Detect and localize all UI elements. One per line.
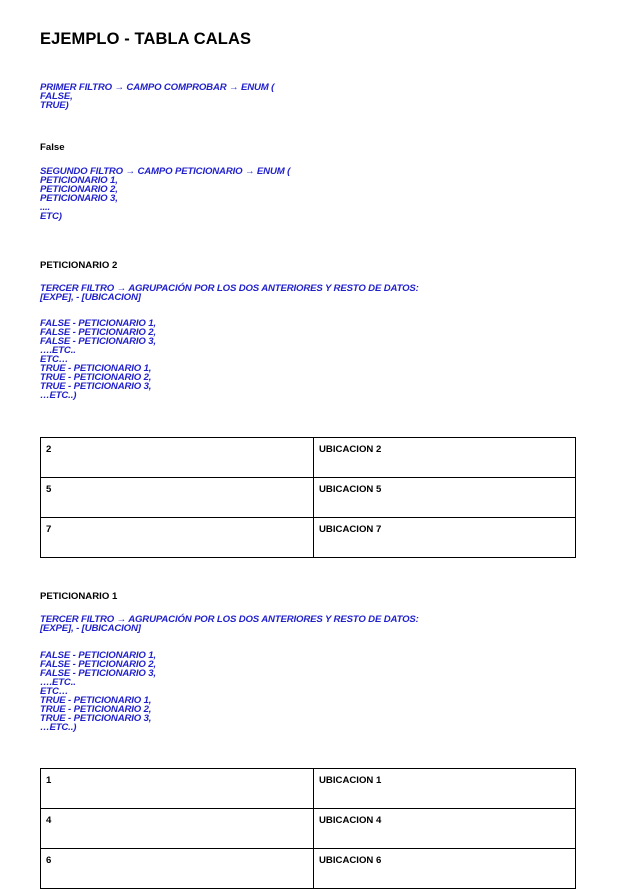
- table-cell-ubicacion: UBICACION 7: [314, 518, 576, 558]
- table-cell-expe: 6: [41, 849, 314, 889]
- page-title: EJEMPLO - TABLA CALAS: [40, 30, 252, 48]
- primer-valor: False: [40, 142, 65, 153]
- table-row: [41, 809, 576, 849]
- section-heading: PETICIONARIO 2: [40, 260, 118, 271]
- table-row: [41, 769, 576, 809]
- filter-options-list: FALSE - PETICIONARIO 1, FALSE - PETICIONARIO 2, FALSE - PETICIONARIO 3, ….ETC.. ETC… TRUE - PETICIONARIO 1, TRUE - PETICIONARIO 2, TRUE - PETICIONARIO 3, …ETC..): [40, 318, 156, 401]
- table-cell-expe: 1: [41, 769, 314, 809]
- table-cell-ubicacion: UBICACION 6: [314, 849, 576, 889]
- table-cell-expe: 5: [41, 478, 314, 518]
- table-row: [41, 438, 576, 478]
- table-cell-expe: 2: [41, 438, 314, 478]
- tercer-filtro-text: TERCER FILTRO → AGRUPACIÓN POR LOS DOS ANTERIORES Y RESTO DE DATOS: [EXPE], - [UBICACION]: [40, 614, 419, 634]
- table-row: [41, 478, 576, 518]
- table-cell-ubicacion: UBICACION 2: [314, 438, 576, 478]
- segundo-filtro-text: SEGUNDO FILTRO → CAMPO PETICIONARIO → ENUM ( PETICIONARIO 1, PETICIONARIO 2, PETICIONARIO 3, .... ETC): [40, 166, 291, 222]
- table-cell-expe: 4: [41, 809, 314, 849]
- table-cell-expe: 7: [41, 518, 314, 558]
- table-row: [41, 518, 576, 558]
- table-row: [41, 849, 576, 889]
- results-table: [40, 768, 576, 889]
- section-heading: PETICIONARIO 1: [40, 591, 118, 602]
- table-cell-ubicacion: UBICACION 4: [314, 809, 576, 849]
- primer-filtro-text: PRIMER FILTRO → CAMPO COMPROBAR → ENUM ( FALSE, TRUE): [40, 82, 275, 111]
- table-cell-ubicacion: UBICACION 5: [314, 478, 576, 518]
- results-table: [40, 437, 576, 558]
- filter-options-list: FALSE - PETICIONARIO 1, FALSE - PETICIONARIO 2, FALSE - PETICIONARIO 3, ….ETC.. ETC… TRUE - PETICIONARIO 1, TRUE - PETICIONARIO 2, TRUE - PETICIONARIO 3, …ETC..): [40, 650, 156, 733]
- table-cell-ubicacion: UBICACION 1: [314, 769, 576, 809]
- tercer-filtro-text: TERCER FILTRO → AGRUPACIÓN POR LOS DOS ANTERIORES Y RESTO DE DATOS: [EXPE], - [UBICACION]: [40, 283, 419, 303]
